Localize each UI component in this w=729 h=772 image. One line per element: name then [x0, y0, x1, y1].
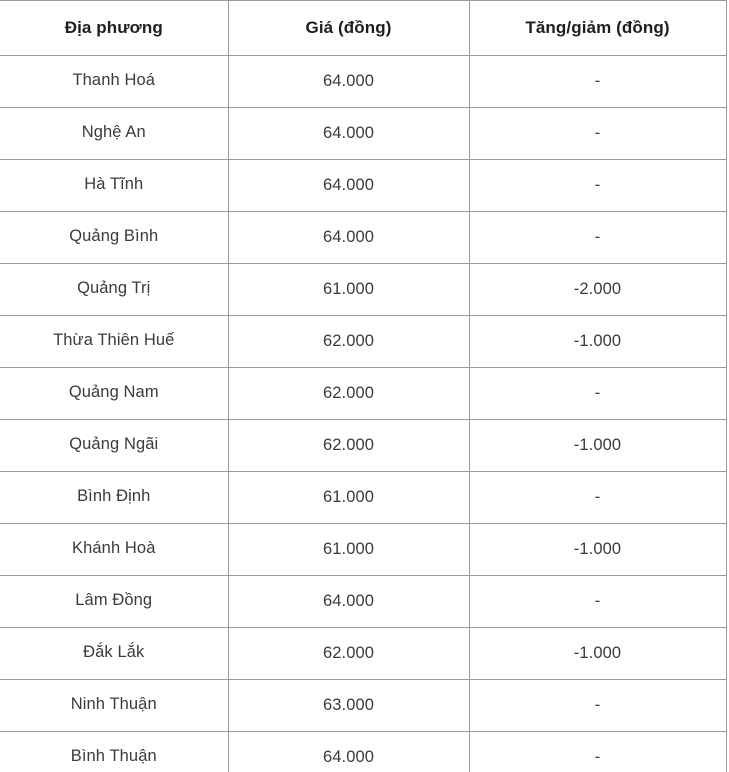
cell-locality: Nghệ An — [0, 108, 228, 160]
cell-change: - — [469, 732, 726, 772]
table-row — [0, 316, 726, 368]
column-header-change: Tăng/giảm (đồng) — [469, 1, 726, 56]
cell-price: 64.000 — [228, 108, 469, 160]
table-row — [0, 368, 726, 420]
cell-locality: Quảng Bình — [0, 212, 228, 264]
cell-price: 61.000 — [228, 524, 469, 576]
cell-change: -2.000 — [469, 264, 726, 316]
cell-price: 64.000 — [228, 212, 469, 264]
cell-change: -1.000 — [469, 420, 726, 472]
cell-change: - — [469, 472, 726, 524]
cell-change: - — [469, 576, 726, 628]
cell-locality: Ninh Thuận — [0, 680, 228, 732]
cell-locality: Quảng Ngãi — [0, 420, 228, 472]
cell-price: 62.000 — [228, 316, 469, 368]
cell-change: - — [469, 368, 726, 420]
table-row — [0, 524, 726, 576]
table-row — [0, 160, 726, 212]
cell-price: 62.000 — [228, 628, 469, 680]
column-header-price: Giá (đồng) — [228, 1, 469, 56]
cell-price: 64.000 — [228, 576, 469, 628]
cell-locality: Lâm Đồng — [0, 576, 228, 628]
cell-price: 62.000 — [228, 368, 469, 420]
table-row — [0, 628, 726, 680]
table-row — [0, 472, 726, 524]
cell-locality: Khánh Hoà — [0, 524, 228, 576]
cell-price: 64.000 — [228, 732, 469, 772]
table-header — [0, 1, 726, 56]
cell-price: 64.000 — [228, 56, 469, 108]
cell-price: 62.000 — [228, 420, 469, 472]
table-row — [0, 264, 726, 316]
cell-price: 61.000 — [228, 264, 469, 316]
cell-change: - — [469, 108, 726, 160]
column-header-locality: Địa phương — [0, 1, 228, 56]
cell-change: - — [469, 680, 726, 732]
cell-change: -1.000 — [469, 628, 726, 680]
table-row — [0, 576, 726, 628]
cell-change: - — [469, 160, 726, 212]
cell-locality: Thừa Thiên Huế — [0, 316, 228, 368]
cell-change: -1.000 — [469, 316, 726, 368]
cell-locality: Bình Định — [0, 472, 228, 524]
table-row — [0, 108, 726, 160]
cell-locality: Hà Tĩnh — [0, 160, 228, 212]
cell-price: 63.000 — [228, 680, 469, 732]
table-row — [0, 56, 726, 108]
table-row — [0, 212, 726, 264]
cell-locality: Đắk Lắk — [0, 628, 228, 680]
cell-locality: Quảng Nam — [0, 368, 228, 420]
cell-price: 61.000 — [228, 472, 469, 524]
cell-locality: Bình Thuận — [0, 732, 228, 772]
table-body — [0, 56, 726, 772]
cell-locality: Quảng Trị — [0, 264, 228, 316]
table-row — [0, 420, 726, 472]
table-header-row — [0, 1, 726, 56]
cell-change: - — [469, 212, 726, 264]
cell-price: 64.000 — [228, 160, 469, 212]
cell-change: - — [469, 56, 726, 108]
table-row — [0, 732, 726, 772]
cell-locality: Thanh Hoá — [0, 56, 228, 108]
cell-change: -1.000 — [469, 524, 726, 576]
table-row — [0, 680, 726, 732]
